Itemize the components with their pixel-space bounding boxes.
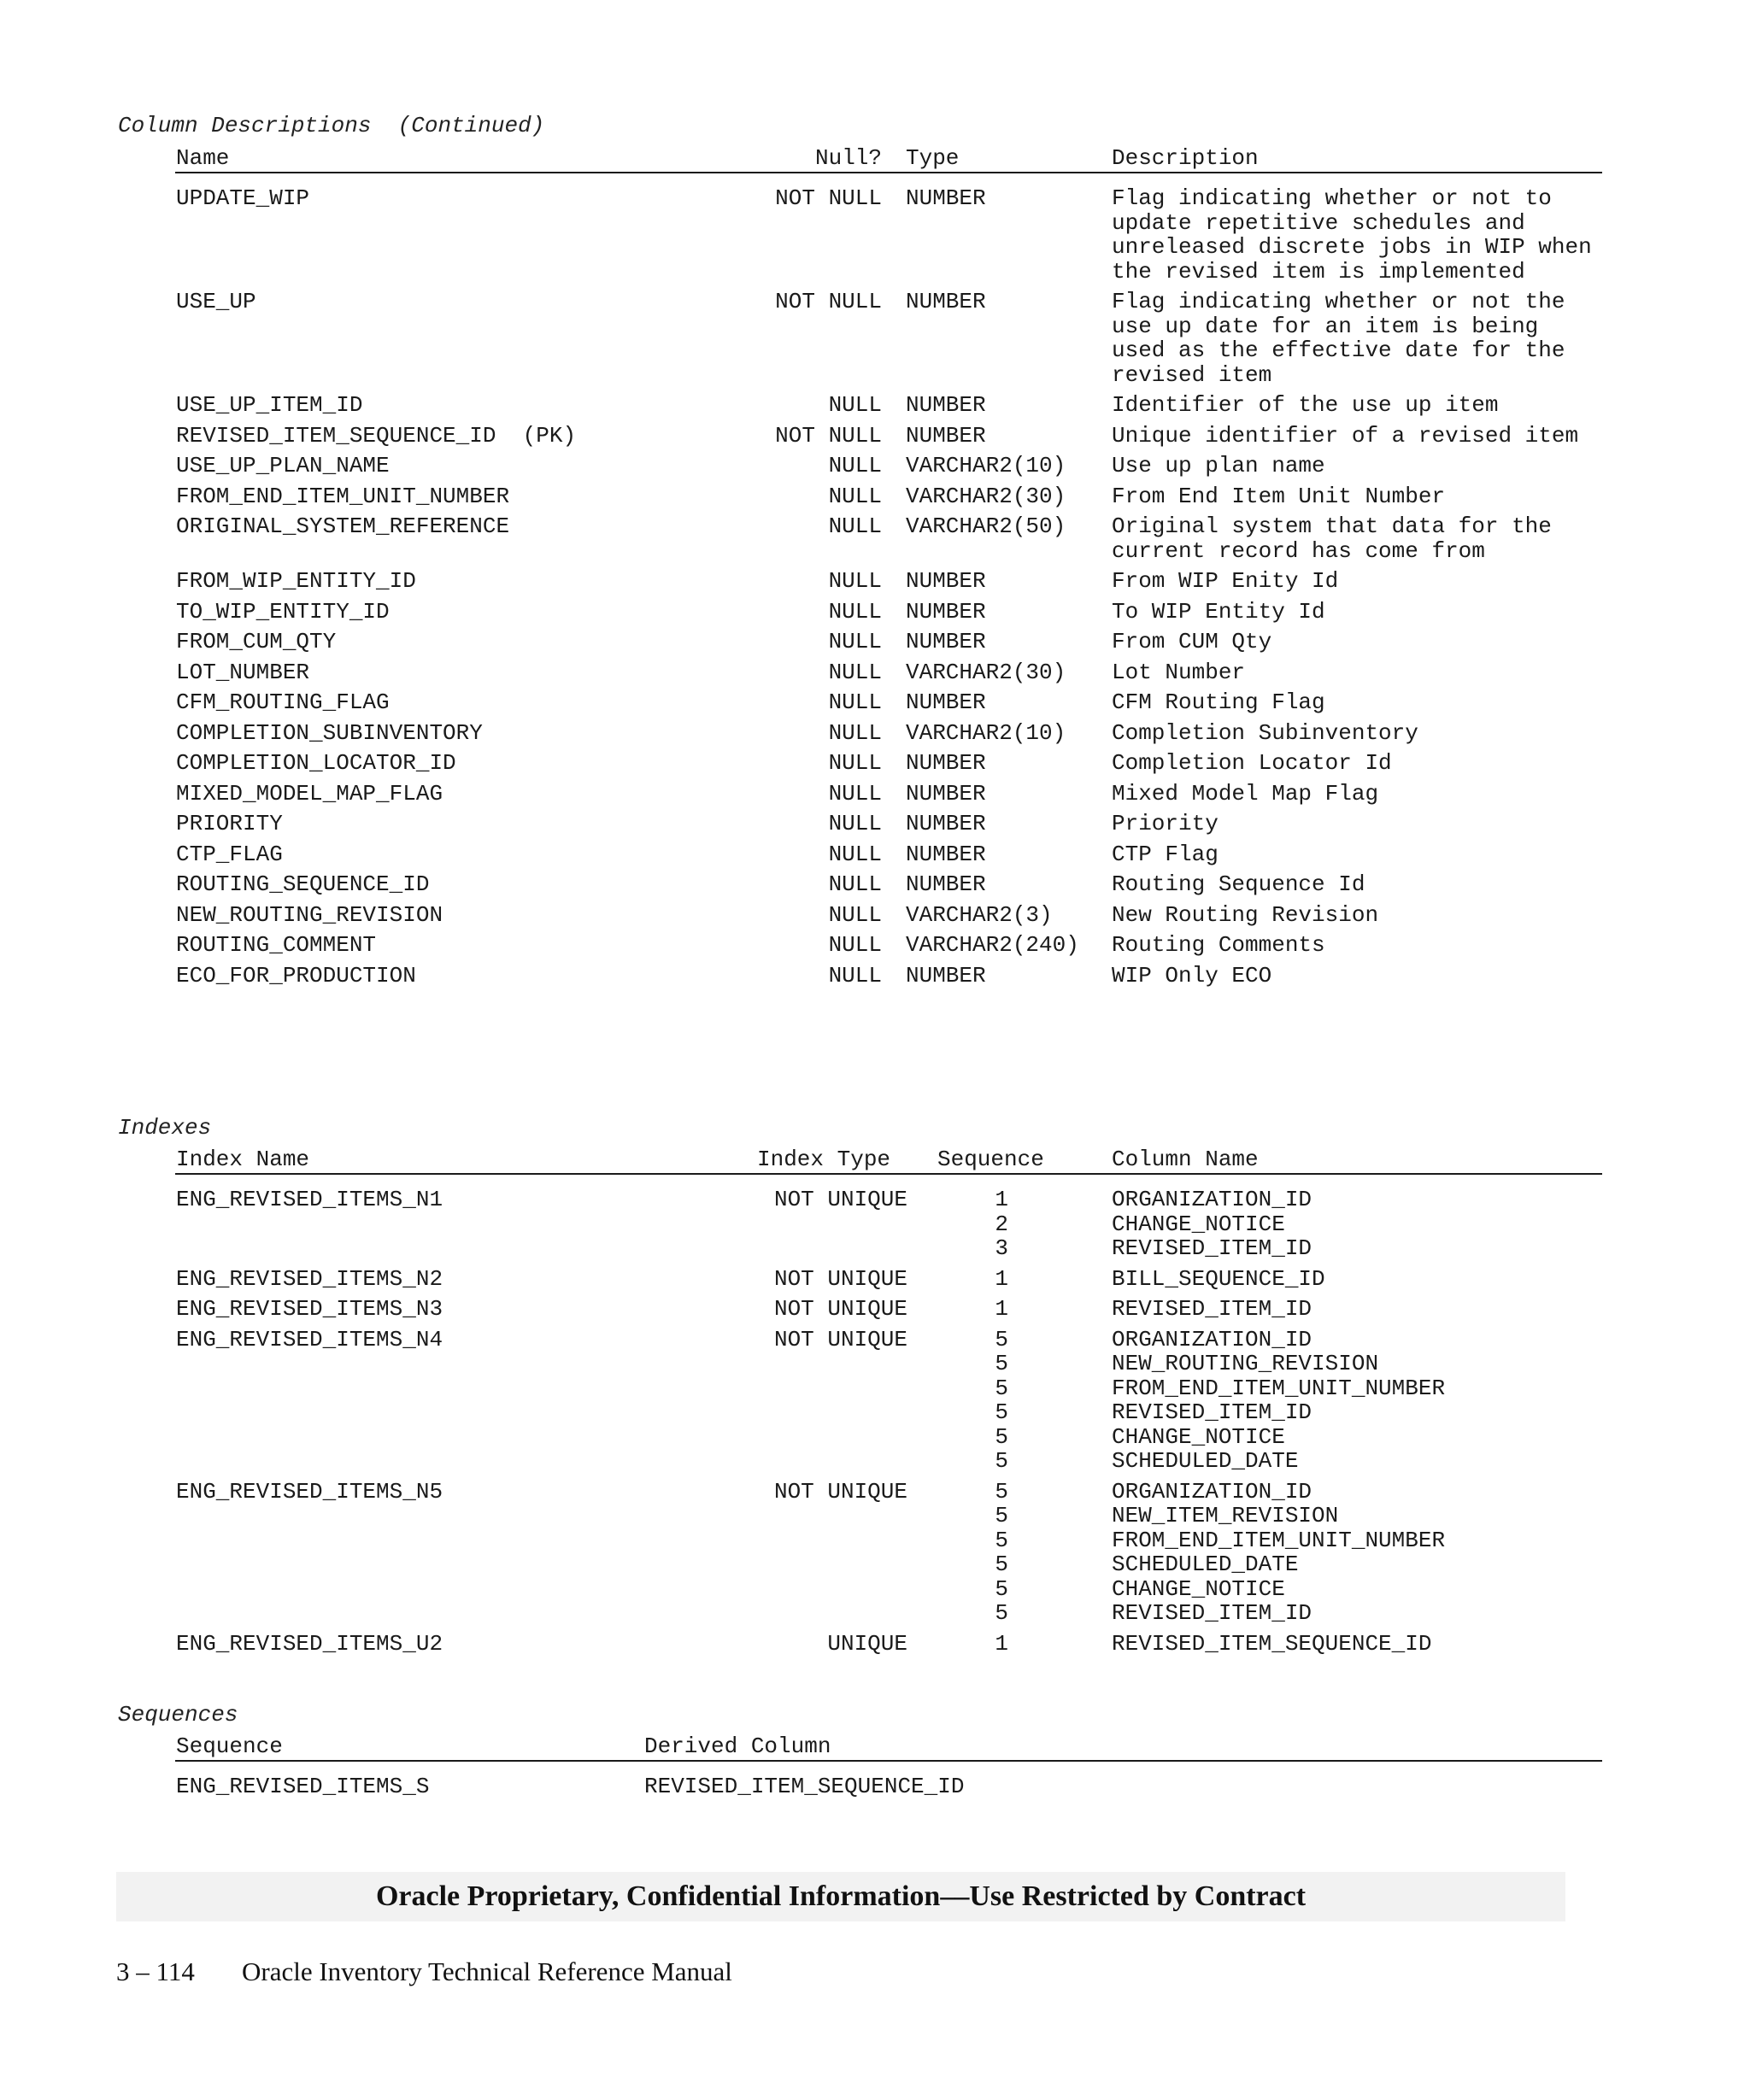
index-column-name: CHANGE_NOTICE: [1112, 1575, 1285, 1602]
column-type: VARCHAR2(10): [906, 453, 1066, 478]
index-sequence: 1: [995, 1265, 1008, 1292]
column-name: USE_UP_ITEM_ID: [176, 392, 363, 418]
header-column-name: Column Name: [1112, 1147, 1259, 1172]
header-description: Description: [1112, 145, 1259, 171]
page-number: 3 – 114: [116, 1956, 195, 1986]
table-row: [0, 569, 1750, 594]
column-description: Flag indicating whether or not to update repetitive schedules and unreleased discrete jobs in WIP when the revised item is implemented: [1112, 185, 1592, 284]
column-null: NULL: [828, 719, 882, 746]
index-type: NOT UNIQUE: [773, 1478, 907, 1505]
column-description: Mixed Model Map Flag: [1112, 780, 1379, 807]
column-null: NULL: [828, 932, 882, 958]
column-name: PRIORITY: [176, 811, 283, 836]
sequence-rows: [0, 1774, 1750, 1805]
column-name: NEW_ROUTING_REVISION: [176, 901, 443, 928]
table-row: [0, 1328, 1750, 1474]
column-type: NUMBER: [906, 568, 986, 594]
column-null: NOT NULL: [775, 289, 882, 314]
index-column-list: [1112, 1480, 1750, 1626]
column-name: ECO_FOR_PRODUCTION: [176, 962, 416, 988]
index-column-name: NEW_ITEM_REVISION: [1112, 1503, 1339, 1528]
column-type: NUMBER: [906, 962, 986, 988]
column-description: Lot Number: [1112, 659, 1246, 685]
index-name: ENG_REVISED_ITEMS_U2: [176, 1630, 443, 1657]
column-type: NUMBER: [906, 841, 986, 867]
index-column-name: ORGANIZATION_ID: [1112, 1326, 1312, 1352]
index-column-name: SCHEDULED_DATE: [1112, 1552, 1299, 1577]
index-sequence: 1: [995, 1630, 1008, 1657]
table-row: [0, 1188, 1750, 1261]
table-row: [0, 393, 1750, 418]
column-name: LOT_NUMBER: [176, 659, 310, 685]
column-type: NUMBER: [906, 422, 986, 449]
column-description: Identifier of the use up item: [1112, 392, 1499, 418]
index-column-list: [1112, 1267, 1750, 1292]
column-type: VARCHAR2(30): [906, 659, 1066, 685]
index-type: NOT UNIQUE: [773, 1187, 907, 1212]
column-null: NULL: [828, 483, 882, 509]
column-type: NUMBER: [906, 750, 986, 776]
column-type: VARCHAR2(10): [906, 719, 1066, 746]
table-row: [0, 290, 1750, 387]
column-null: NULL: [828, 568, 882, 594]
table-row: [0, 872, 1750, 897]
index-sequence: 5: [995, 1326, 1008, 1352]
table-row: [0, 600, 1750, 625]
column-name: ROUTING_SEQUENCE_ID: [176, 871, 430, 897]
sequence-table-header: [0, 1733, 1750, 1763]
index-sequence: 1: [995, 1296, 1008, 1322]
column-null: NULL: [828, 871, 882, 897]
column-null: NULL: [828, 780, 882, 807]
table-row: [0, 933, 1750, 958]
index-column-name: BILL_SEQUENCE_ID: [1112, 1265, 1325, 1292]
index-column-list: [1112, 1328, 1750, 1474]
index-column-list: [1112, 1632, 1750, 1657]
column-name: CTP_FLAG: [176, 841, 283, 867]
column-description: CTP Flag: [1112, 841, 1219, 867]
header-seq: Sequence: [176, 1733, 283, 1759]
column-description: Flag indicating whether or not the use up date for an item is being used as the effective date for the revised item: [1112, 289, 1565, 388]
column-description: Priority: [1112, 811, 1219, 836]
index-column-name: CHANGE_NOTICE: [1112, 1211, 1285, 1237]
table-row: [0, 903, 1750, 928]
column-description: CFM Routing Flag: [1112, 689, 1325, 715]
page-footer: [116, 1956, 732, 1987]
column-description: New Routing Revision: [1112, 901, 1379, 928]
index-header-rule: [175, 1173, 1602, 1175]
index-sequence: 3: [995, 1235, 1008, 1261]
column-description: Unique identifier of a revised item: [1112, 422, 1579, 449]
column-null: NULL: [828, 659, 882, 685]
index-column-name: REVISED_ITEM_ID: [1112, 1235, 1312, 1261]
column-type: NUMBER: [906, 185, 986, 211]
index-sequence: 5: [995, 1448, 1008, 1474]
column-type: NUMBER: [906, 780, 986, 807]
sequence-header-rule: [175, 1760, 1602, 1762]
index-sequence: 5: [995, 1399, 1008, 1425]
column-null: NULL: [828, 392, 882, 418]
column-name: UPDATE_WIP: [176, 185, 310, 211]
column-name: ROUTING_COMMENT: [176, 932, 377, 958]
index-sequence-list: [983, 1188, 1008, 1261]
table-row: [0, 630, 1750, 654]
column-type: NUMBER: [906, 289, 986, 314]
index-column-name: FROM_END_ITEM_UNIT_NUMBER: [1112, 1375, 1446, 1401]
column-description: Routing Comments: [1112, 932, 1325, 958]
column-name: REVISED_ITEM_SEQUENCE_ID (PK): [176, 422, 577, 449]
index-sequence-list: [983, 1267, 1008, 1292]
table-row: [0, 1632, 1750, 1657]
column-type: VARCHAR2(50): [906, 513, 1066, 539]
column-name: ORIGINAL_SYSTEM_REFERENCE: [176, 513, 510, 539]
column-type: NUMBER: [906, 598, 986, 625]
table-row: [0, 1267, 1750, 1292]
index-sequence: 5: [995, 1552, 1008, 1577]
column-description: Original system that data for the current record has come from: [1112, 513, 1552, 564]
table-row: [0, 721, 1750, 746]
index-sequence: 2: [995, 1211, 1008, 1237]
index-rows: [0, 1188, 1750, 1662]
column-type: NUMBER: [906, 629, 986, 654]
column-name: COMPLETION_LOCATOR_ID: [176, 750, 456, 776]
index-column-name: REVISED_ITEM_ID: [1112, 1399, 1312, 1425]
index-column-name: ORGANIZATION_ID: [1112, 1187, 1312, 1212]
column-null: NULL: [828, 901, 882, 928]
index-column-name: FROM_END_ITEM_UNIT_NUMBER: [1112, 1527, 1446, 1553]
column-name: MIXED_MODEL_MAP_FLAG: [176, 780, 443, 807]
index-sequence-list: [983, 1328, 1008, 1474]
table-row: [0, 751, 1750, 776]
confidential-banner: Oracle Proprietary, Confidential Information––Use Restricted by Contract: [116, 1872, 1565, 1921]
column-type: NUMBER: [906, 871, 986, 897]
index-sequence-list: [983, 1632, 1008, 1657]
column-null: NULL: [828, 598, 882, 625]
index-type: NOT UNIQUE: [773, 1296, 907, 1322]
index-type: NOT UNIQUE: [773, 1265, 907, 1292]
index-sequence: 5: [995, 1600, 1008, 1626]
table-row: [0, 186, 1750, 284]
column-description: From CUM Qty: [1112, 629, 1272, 654]
column-null: NULL: [828, 962, 882, 988]
index-name: ENG_REVISED_ITEMS_N4: [176, 1326, 443, 1352]
index-sequence: 5: [995, 1375, 1008, 1401]
column-type: VARCHAR2(240): [906, 932, 1079, 958]
header-index-type: Index Type: [757, 1147, 891, 1172]
table-row: [0, 1297, 1750, 1322]
index-column-list: [1112, 1297, 1750, 1322]
column-description: From WIP Enity Id: [1112, 568, 1339, 594]
column-null: NULL: [828, 689, 882, 715]
column-description: Routing Sequence Id: [1112, 871, 1365, 897]
table-row: [0, 660, 1750, 685]
column-type: NUMBER: [906, 689, 986, 715]
index-sequence: 5: [995, 1478, 1008, 1505]
column-name: USE_UP_PLAN_NAME: [176, 453, 390, 478]
index-sequence: 5: [995, 1527, 1008, 1553]
index-sequence: 1: [995, 1187, 1008, 1212]
column-name: FROM_WIP_ENTITY_ID: [176, 568, 416, 594]
header-null: Null?: [814, 145, 882, 171]
sequences-title: Sequences: [118, 1702, 238, 1728]
table-row: [0, 842, 1750, 867]
column-name: USE_UP: [176, 289, 256, 314]
header-name: Name: [176, 145, 230, 171]
derived-column: REVISED_ITEM_SEQUENCE_ID: [644, 1774, 965, 1799]
column-description: Completion Locator Id: [1112, 750, 1392, 776]
header-index-name: Index Name: [176, 1147, 310, 1172]
column-name: FROM_END_ITEM_UNIT_NUMBER: [176, 483, 510, 509]
index-sequence-list: [983, 1480, 1008, 1626]
index-name: ENG_REVISED_ITEMS_N1: [176, 1187, 443, 1212]
index-column-name: NEW_ROUTING_REVISION: [1112, 1351, 1379, 1376]
manual-title: Oracle Inventory Technical Reference Manual: [242, 1956, 732, 1986]
table-row: [0, 484, 1750, 509]
column-name: CFM_ROUTING_FLAG: [176, 689, 390, 715]
column-null: NULL: [828, 629, 882, 654]
table-row: [0, 454, 1750, 478]
index-type: UNIQUE: [827, 1630, 907, 1657]
index-name: ENG_REVISED_ITEMS_N2: [176, 1265, 443, 1292]
column-description: Completion Subinventory: [1112, 719, 1418, 746]
column-name: COMPLETION_SUBINVENTORY: [176, 719, 483, 746]
column-null: NULL: [828, 750, 882, 776]
column-null: NULL: [828, 841, 882, 867]
column-table-header: [0, 145, 1750, 174]
table-row: [0, 514, 1750, 563]
indexes-title: Indexes: [118, 1115, 212, 1141]
index-sequence: 5: [995, 1423, 1008, 1450]
index-column-name: CHANGE_NOTICE: [1112, 1423, 1285, 1450]
column-description: From End Item Unit Number: [1112, 483, 1446, 509]
header-derived-column: Derived Column: [644, 1733, 831, 1759]
table-row: [0, 690, 1750, 715]
table-row: [0, 964, 1750, 988]
column-name: TO_WIP_ENTITY_ID: [176, 598, 390, 625]
index-table-header: [0, 1147, 1750, 1176]
index-sequence: 5: [995, 1575, 1008, 1602]
index-name: ENG_REVISED_ITEMS_N5: [176, 1478, 443, 1505]
column-type: VARCHAR2(3): [906, 901, 1053, 928]
column-name: FROM_CUM_QTY: [176, 629, 337, 654]
index-column-name: REVISED_ITEM_ID: [1112, 1296, 1312, 1322]
index-column-name: SCHEDULED_DATE: [1112, 1448, 1299, 1474]
index-column-name: ORGANIZATION_ID: [1112, 1478, 1312, 1505]
column-description: WIP Only ECO: [1112, 962, 1272, 988]
column-type: VARCHAR2(30): [906, 483, 1066, 509]
table-row: [0, 1480, 1750, 1626]
index-sequence: 5: [995, 1503, 1008, 1528]
column-type: NUMBER: [906, 392, 986, 418]
index-sequence: 5: [995, 1351, 1008, 1376]
column-null: NULL: [828, 811, 882, 836]
index-column-list: [1112, 1188, 1750, 1261]
column-header-rule: [175, 172, 1602, 173]
column-description: To WIP Entity Id: [1112, 598, 1325, 625]
sequence-name: ENG_REVISED_ITEMS_S: [176, 1774, 430, 1799]
column-null: NULL: [828, 453, 882, 478]
column-type: NUMBER: [906, 811, 986, 836]
column-descriptions-title: Column Descriptions (Continued): [118, 113, 545, 138]
column-null: NULL: [828, 513, 882, 539]
index-column-name: REVISED_ITEM_SEQUENCE_ID: [1112, 1630, 1432, 1657]
table-row: [0, 424, 1750, 449]
table-row: [0, 1774, 1750, 1799]
header-type: Type: [906, 145, 960, 171]
table-row: [0, 812, 1750, 836]
column-description: Use up plan name: [1112, 453, 1325, 478]
index-name: ENG_REVISED_ITEMS_N3: [176, 1296, 443, 1322]
index-type: NOT UNIQUE: [773, 1326, 907, 1352]
table-row: [0, 782, 1750, 807]
column-rows: [0, 186, 1750, 994]
column-null: NOT NULL: [775, 422, 882, 449]
index-column-name: REVISED_ITEM_ID: [1112, 1600, 1312, 1626]
header-sequence: Sequence: [937, 1147, 1044, 1172]
column-null: NOT NULL: [775, 185, 882, 211]
index-sequence-list: [983, 1297, 1008, 1322]
